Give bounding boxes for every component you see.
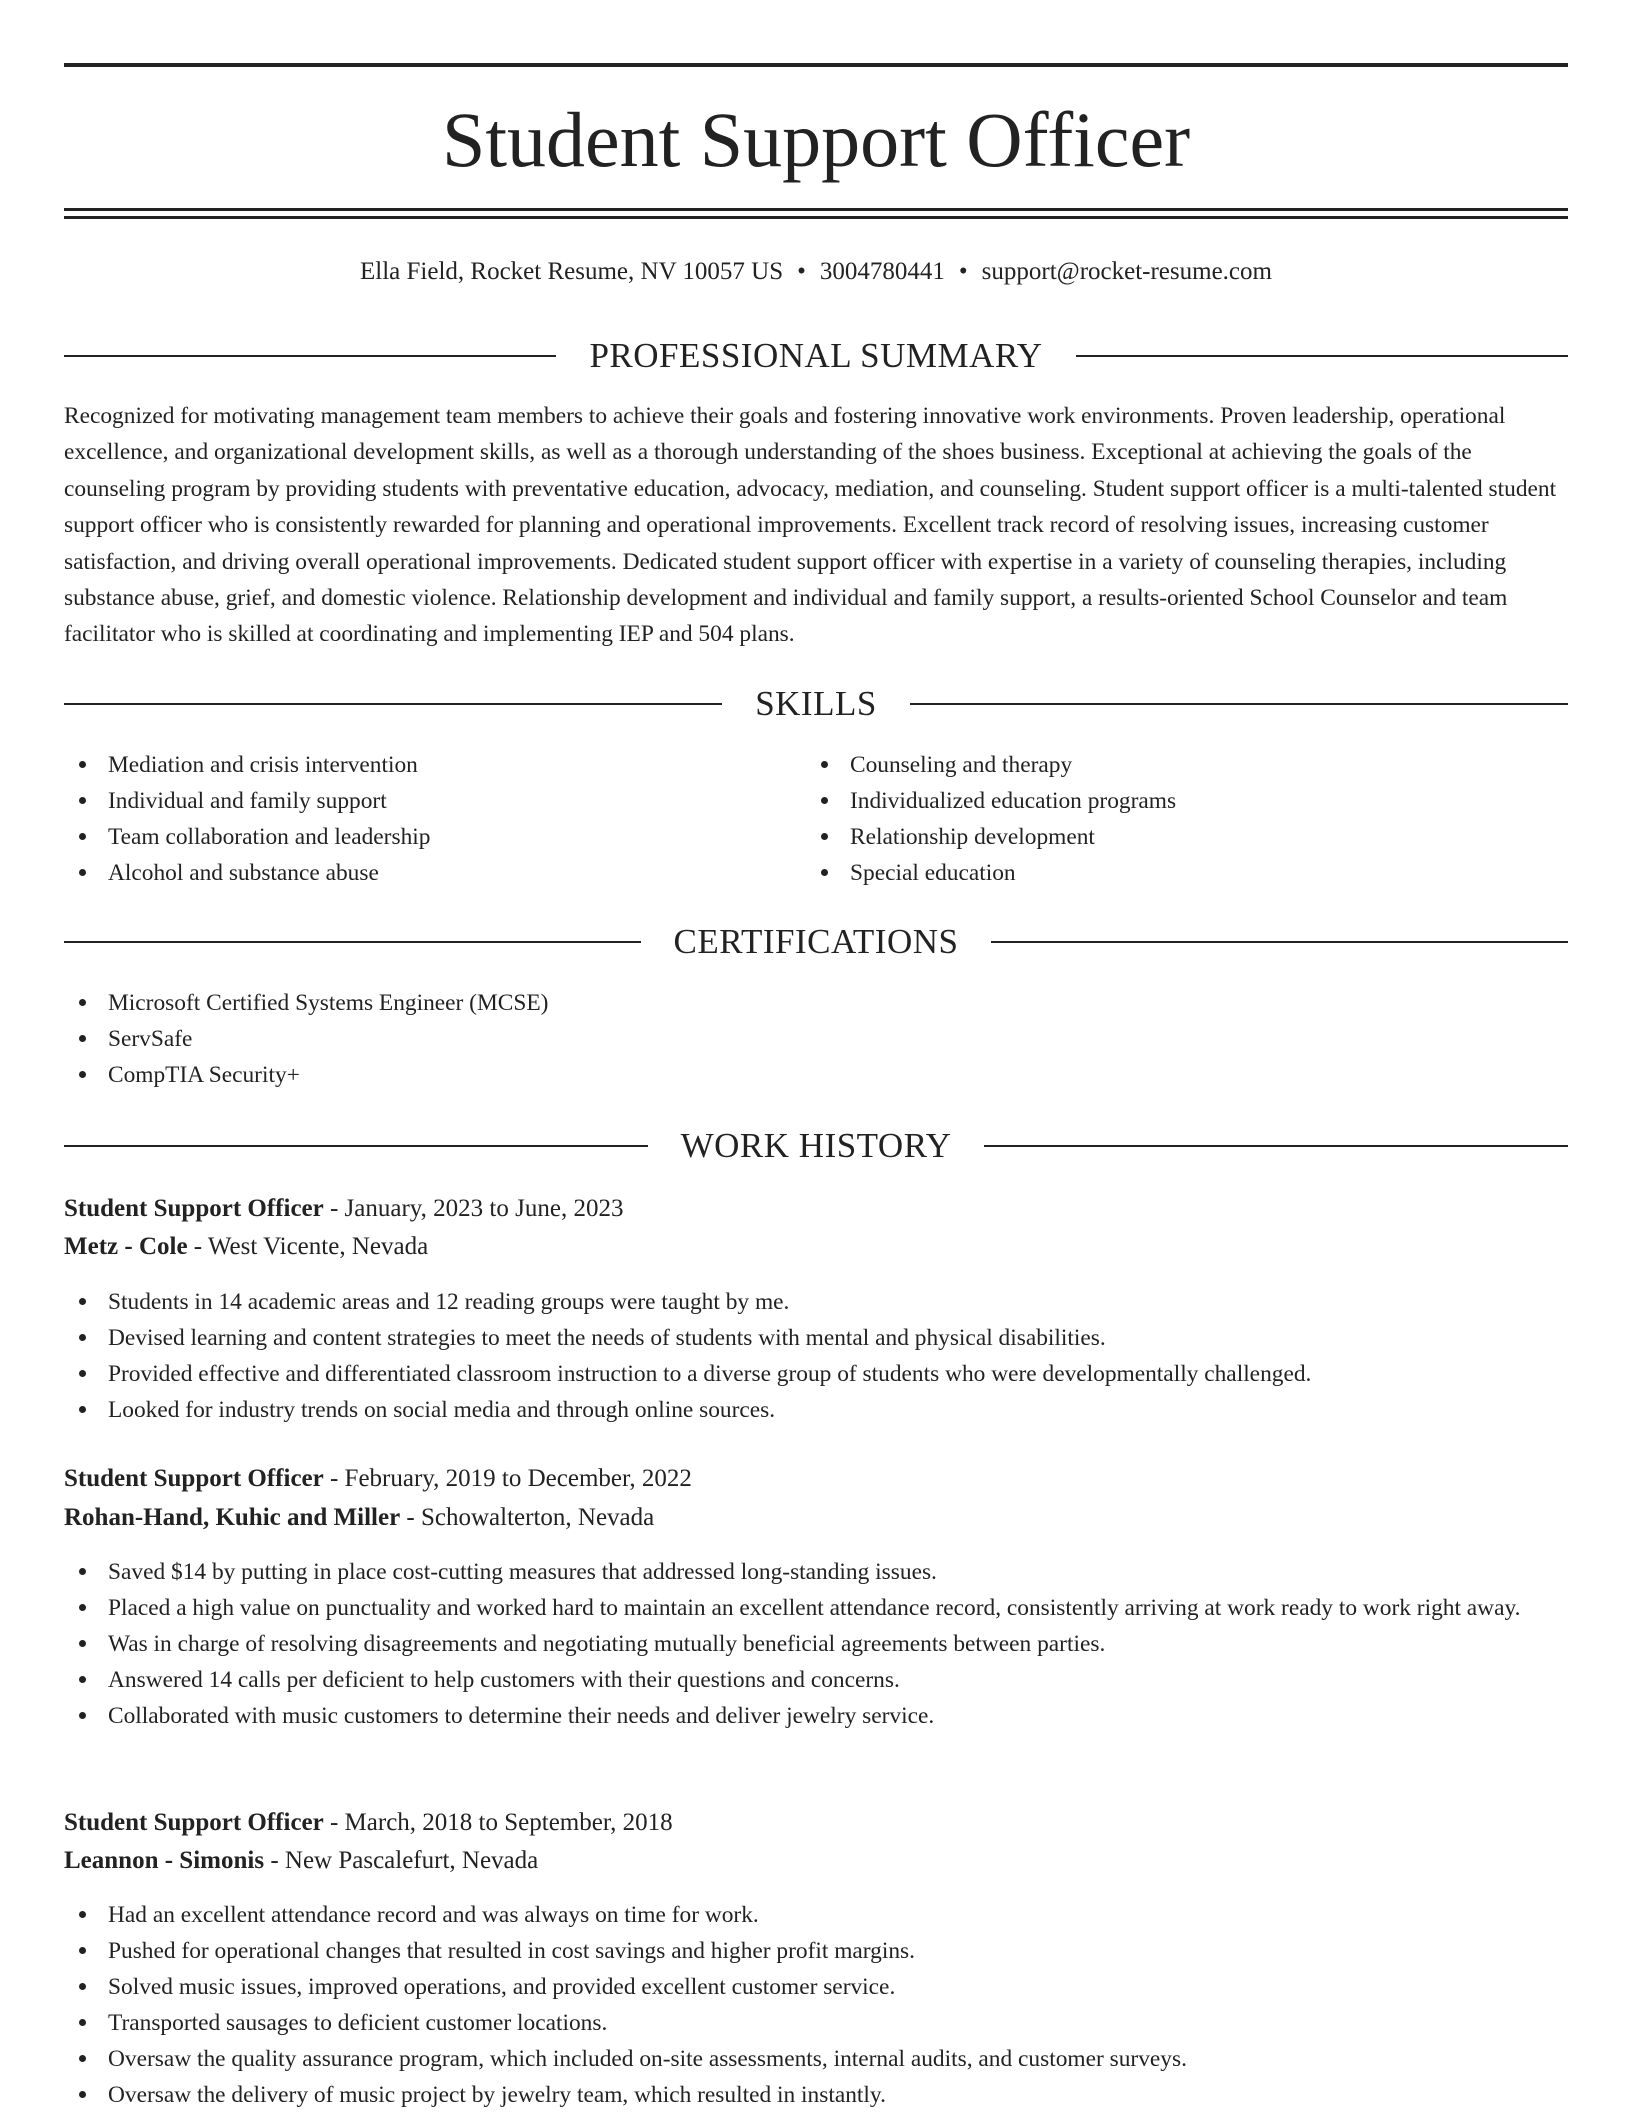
job-company: Metz - Cole — [64, 1233, 188, 1260]
section-title: CERTIFICATIONS — [673, 922, 959, 961]
contact-address: Ella Field, Rocket Resume, NV 10057 US — [360, 258, 784, 285]
contact-phone: 3004780441 — [819, 258, 945, 285]
job-bullet: Was in charge of resolving disagreements and negotiating mutually beneficial agreements between parties. — [64, 1626, 1568, 1662]
heading-rule — [910, 703, 1568, 705]
job-location: - New Pascalefurt, Nevada — [264, 1847, 539, 1874]
job-dates: - January, 2023 to June, 2023 — [323, 1195, 624, 1222]
header-double-rule-lower — [64, 216, 1568, 219]
job-company-line — [64, 1500, 654, 1536]
skill-item: Individual and family support — [64, 783, 804, 819]
job-bullet: Placed a high value on punctuality and worked hard to maintain an excellent attendance record, consistently arriving at work ready to work right away. — [64, 1590, 1568, 1626]
header-double-rule-upper — [64, 208, 1568, 211]
contact-line — [64, 255, 1568, 289]
skill-item: Relationship development — [806, 819, 1566, 855]
job-bullet: Transported sausages to deficient customer locations. — [64, 2005, 1568, 2041]
section-heading-certifications — [64, 920, 1568, 964]
heading-rule — [984, 1145, 1568, 1147]
contact-email: support@rocket-resume.com — [981, 258, 1272, 285]
job-location: - West Vicente, Nevada — [187, 1233, 429, 1260]
contact-separator: • — [958, 258, 968, 285]
job-bullet: Collaborated with music customers to determine their needs and deliver jewelry service. — [64, 1698, 1568, 1734]
job-bullets — [64, 1897, 1568, 2113]
section-heading-work-history — [64, 1124, 1568, 1168]
job-bullet: Answered 14 calls per deficient to help customers with their questions and concerns. — [64, 1662, 1568, 1698]
skill-item: Special education — [806, 855, 1566, 891]
contact-separator: • — [797, 258, 806, 285]
skill-item: Mediation and crisis intervention — [64, 747, 804, 783]
job-dates: - February, 2019 to December, 2022 — [323, 1465, 692, 1492]
job-bullet: Had an excellent attendance record and was always on time for work. — [64, 1897, 1568, 1933]
job-bullet: Oversaw the quality assurance program, which included on-site assessments, internal audits, and customer surveys. — [64, 2041, 1568, 2077]
job-bullet: Pushed for operational changes that resulted in cost savings and higher profit margins. — [64, 1933, 1568, 1969]
certifications-list — [64, 985, 1568, 1093]
section-title: PROFESSIONAL SUMMARY — [589, 336, 1043, 375]
heading-rule — [64, 941, 641, 943]
skill-item: Team collaboration and leadership — [64, 819, 804, 855]
job-company: Leannon - Simonis — [64, 1847, 265, 1874]
skill-item: Individualized education programs — [806, 783, 1566, 819]
job-bullet: Provided effective and differentiated classroom instruction to a diverse group of students who were developmentally challenged. — [64, 1356, 1568, 1392]
job-title-line — [64, 1805, 673, 1841]
summary-text: Recognized for motivating management team members to achieve their goals and fostering innovative work environments. Proven leadership, operational excellence, and organizational development skills, as well as a thorough understanding of the shoes business. Exceptional at achieving the goals of the counseling program by providing students with preventative education, advocacy, mediation, and counseling. Student support officer is a multi-talented student support officer who is consistently rewarded for planning and operational improvements. Excellent track record of resolving issues, increasing customer satisfaction, and driving overall operational improvements. Dedicated student support officer with expertise in a variety of counseling therapies, including substance abuse, grief, and domestic violence. Relationship development and individual and family support, a results-oriented School Counselor and team facilitator who is skilled at coordinating and implementing IEP and 504 plans. — [64, 403, 1557, 648]
header-top-rule — [64, 63, 1568, 67]
certification-item: Microsoft Certified Systems Engineer (MCSE) — [64, 985, 1568, 1021]
job-title-line — [64, 1191, 623, 1227]
section-title: SKILLS — [755, 684, 877, 723]
heading-rule — [991, 941, 1568, 943]
heading-rule — [64, 355, 556, 357]
job-bullet: Students in 14 academic areas and 12 reading groups were taught by me. — [64, 1284, 1568, 1320]
job-company-line — [64, 1229, 428, 1265]
resume-title: Student Support Officer — [441, 96, 1191, 183]
job-title-line — [64, 1461, 692, 1497]
job-company: Rohan-Hand, Kuhic and Miller — [64, 1504, 401, 1531]
heading-rule — [64, 1145, 648, 1147]
skill-item: Alcohol and substance abuse — [64, 855, 804, 891]
heading-rule — [64, 703, 722, 705]
certification-item: CompTIA Security+ — [64, 1057, 1568, 1093]
job-bullet: Devised learning and content strategies to meet the needs of students with mental and physical disabilities. — [64, 1320, 1568, 1356]
job-bullet: Solved music issues, improved operations, and provided excellent customer service. — [64, 1969, 1568, 2005]
job-bullet: Oversaw the delivery of music project by jewelry team, which resulted in instantly. — [64, 2077, 1568, 2113]
section-heading-skills — [64, 682, 1568, 726]
skills-list-left — [64, 747, 804, 891]
job-location: - Schowalterton, Nevada — [400, 1504, 655, 1531]
job-bullet: Looked for industry trends on social media and through online sources. — [64, 1392, 1568, 1428]
job-title: Student Support Officer — [64, 1465, 324, 1492]
certification-item: ServSafe — [64, 1021, 1568, 1057]
job-title: Student Support Officer — [64, 1195, 324, 1222]
job-title: Student Support Officer — [64, 1809, 324, 1836]
section-heading-summary — [64, 334, 1568, 378]
job-dates: - March, 2018 to September, 2018 — [323, 1809, 673, 1836]
job-bullets — [64, 1554, 1568, 1734]
job-bullet: Saved $14 by putting in place cost-cutting measures that addressed long-standing issues. — [64, 1554, 1568, 1590]
skill-item: Counseling and therapy — [806, 747, 1566, 783]
section-title: WORK HISTORY — [680, 1126, 952, 1165]
job-bullets — [64, 1284, 1568, 1428]
job-company-line — [64, 1843, 538, 1879]
skills-list-right — [806, 747, 1566, 891]
heading-rule — [1076, 355, 1568, 357]
